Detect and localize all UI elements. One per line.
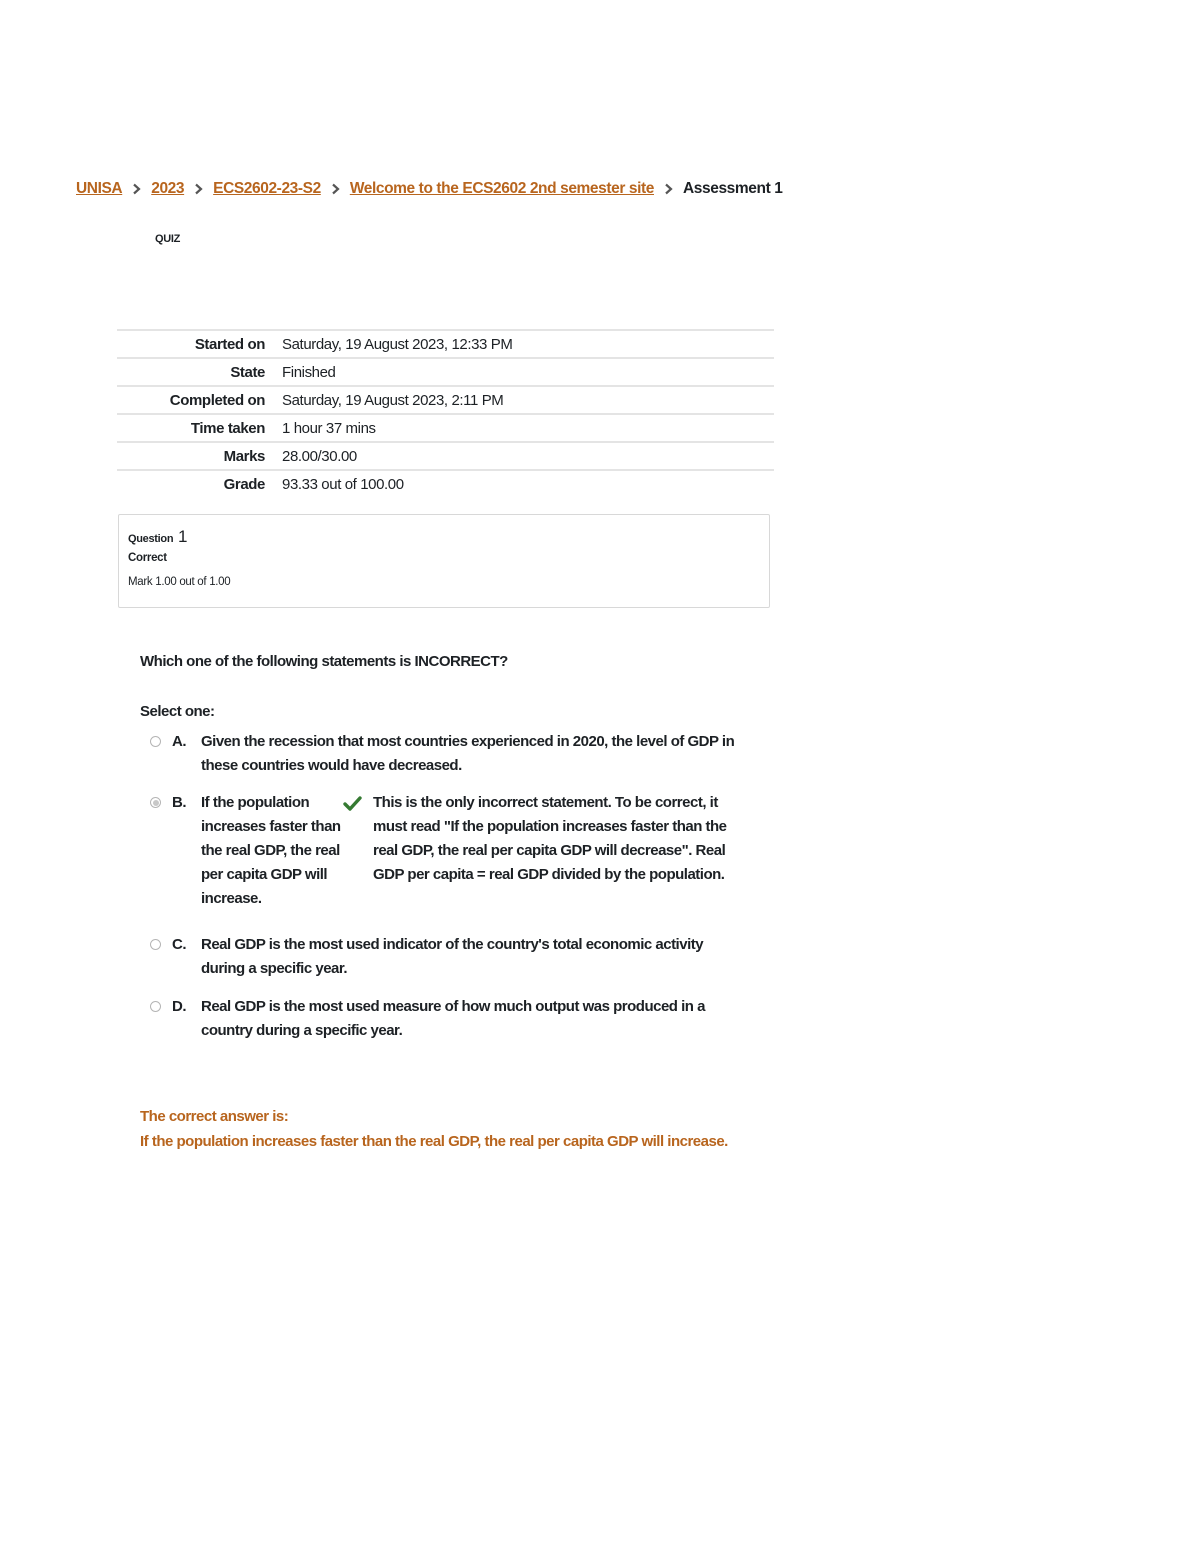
checkmark-icon bbox=[341, 795, 373, 813]
question-text: Which one of the following statements is INCORRECT? bbox=[140, 653, 508, 670]
breadcrumb bbox=[76, 180, 782, 198]
answer-option-b[interactable] bbox=[150, 791, 743, 911]
summary-row bbox=[117, 414, 774, 442]
option-text: Real GDP is the most used measure of how much output was produced in a country during a specific year. bbox=[201, 998, 705, 1039]
question-label: Question bbox=[128, 533, 174, 545]
radio-button-selected[interactable] bbox=[150, 797, 161, 808]
summary-row bbox=[117, 386, 774, 414]
answer-prompt: Select one: bbox=[140, 703, 215, 720]
correct-answer-label: The correct answer is: bbox=[140, 1108, 289, 1125]
summary-label: Completed on bbox=[169, 391, 265, 409]
attempt-summary-table bbox=[117, 329, 774, 497]
radio-button[interactable] bbox=[150, 939, 161, 950]
option-letter: C. bbox=[172, 936, 186, 953]
summary-row bbox=[117, 442, 774, 470]
chevron-right-icon bbox=[194, 183, 203, 195]
breadcrumb-link-welcome[interactable]: Welcome to the ECS2602 2nd semester site bbox=[349, 180, 654, 197]
breadcrumb-current: Assessment 1 bbox=[683, 180, 783, 197]
answer-option-a[interactable] bbox=[150, 730, 746, 778]
summary-value: Saturday, 19 August 2023, 12:33 PM bbox=[282, 335, 513, 353]
question-mark: Mark 1.00 out of 1.00 bbox=[128, 576, 231, 588]
radio-button[interactable] bbox=[150, 736, 161, 747]
option-text: If the population increases faster than the real GDP, the real per capita GDP will increase. bbox=[201, 794, 341, 907]
option-letter: B. bbox=[172, 794, 186, 811]
summary-value: 1 hour 37 mins bbox=[282, 419, 376, 437]
chevron-right-icon bbox=[664, 183, 673, 195]
breadcrumb-link-year[interactable]: 2023 bbox=[151, 180, 185, 197]
answer-option-c[interactable] bbox=[150, 933, 746, 981]
summary-row bbox=[117, 358, 774, 386]
summary-label: Marks bbox=[223, 447, 265, 465]
breadcrumb-link-course[interactable]: ECS2602-23-S2 bbox=[213, 180, 321, 197]
question-state: Correct bbox=[128, 552, 167, 564]
summary-value: Saturday, 19 August 2023, 2:11 PM bbox=[282, 391, 504, 409]
feedback-text: . To be correct, it must read "If the population increases faster than the real GDP, the real per capita GDP will decrease". Real GDP per capita = real GDP divided by the population. bbox=[373, 794, 727, 883]
chevron-right-icon bbox=[132, 183, 141, 195]
option-text: Given the recession that most countries experienced in 2020, the level of GDP in these countries would have decreased. bbox=[201, 733, 735, 774]
question-number-value: 1 bbox=[178, 527, 188, 546]
option-letter: D. bbox=[172, 998, 186, 1015]
question-number bbox=[128, 527, 760, 547]
summary-value: 28.00/30.00 bbox=[282, 447, 357, 465]
correct-answer-feedback bbox=[140, 1104, 740, 1154]
summary-label: Started on bbox=[194, 335, 265, 353]
feedback-emphasis: incorrect statement bbox=[477, 794, 608, 811]
option-letter: A. bbox=[172, 733, 186, 750]
summary-label: State bbox=[230, 363, 265, 381]
answer-option-d[interactable] bbox=[150, 995, 746, 1043]
option-text: Real GDP is the most used indicator of the country's total economic activity during a specific year. bbox=[201, 936, 704, 977]
summary-row bbox=[117, 330, 774, 358]
summary-value: 93.33 out of 100.00 bbox=[282, 475, 404, 493]
summary-label: Grade bbox=[223, 475, 265, 493]
summary-label: Time taken bbox=[190, 419, 265, 437]
chevron-right-icon bbox=[331, 183, 340, 195]
summary-value: Finished bbox=[282, 363, 336, 381]
question-info-box bbox=[118, 514, 770, 608]
activity-type-label: QUIZ bbox=[155, 233, 181, 245]
option-feedback bbox=[373, 791, 743, 911]
summary-row bbox=[117, 470, 774, 497]
correct-answer-text: If the population increases faster than the real GDP, the real per capita GDP will increase. bbox=[140, 1133, 728, 1150]
feedback-text: This is the only bbox=[373, 794, 478, 811]
breadcrumb-link-unisa[interactable]: UNISA bbox=[76, 180, 123, 197]
radio-button[interactable] bbox=[150, 1001, 161, 1012]
